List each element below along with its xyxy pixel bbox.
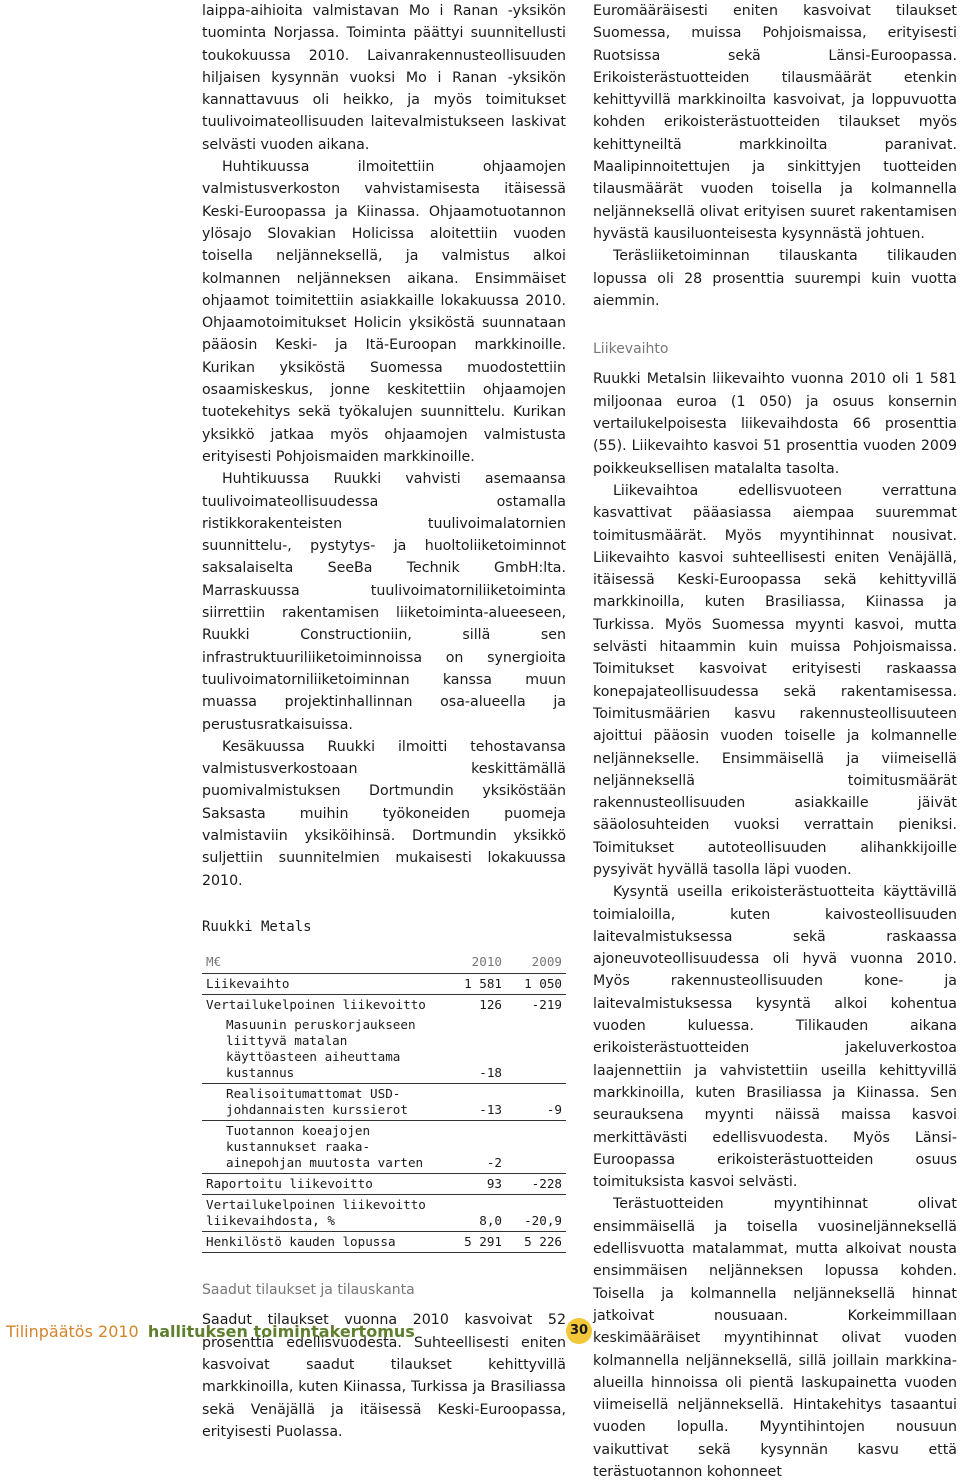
row-value-2010: 126 — [479, 997, 502, 1013]
middle-column — [202, 0, 566, 1443]
footer-text — [6, 1322, 415, 1341]
table-row — [202, 1015, 566, 1084]
row-label: Vertailukelpoinen liikevoitto — [206, 997, 426, 1013]
header-year-2009: 2009 — [506, 952, 566, 974]
table-title: Ruukki Metals — [202, 918, 312, 935]
paragraph: Liikevaihtoa edellisvuoteen verrattuna kasvattivat pääasiassa aiempaa suuremmat toimitusmäärät. Myös myyntihinnat nousivat. Liikevaihto kasvoi suhteellisesti eniten Venäjällä, itäisessä Keski-Euroopassa sekä kehittyvillä markkinoilla, kuten Brasiliassa, Kiinassa ja Turkissa. Myös Suomessa myynti kasvoi, mutta selvästi hitaammin kuin muissa Pohjoismaissa. Toimitukset kasvoivat erityisesti raskaassa konepajateollisuudessa sekä rakentamisessa. Toimitusmäärien kasvu rakennusteollisuuteen ajoittui pääosin vuoden toiselle ja kolmannelle neljännekselle. Ensimmäisellä ja viimeisellä neljänneksellä toimitusmäärät rakennusteollisuuden asiakkaille jäivät sääolosuhteiden vuoksi verrattain pieniksi. Toimitukset autoteollisuuden alihankkijoille pysyivät hyvällä tasolla läpi vuoden. — [593, 482, 957, 878]
row-value-2009: -20,9 — [506, 1195, 566, 1232]
footer-section-title: hallituksen toimintakertomus — [147, 1322, 415, 1341]
row-label: Realisoitumattomat USD-johdannaisten kurssierot — [202, 1084, 446, 1121]
table-row — [202, 1084, 566, 1121]
row-value-2009 — [506, 1121, 566, 1174]
table-row — [202, 995, 566, 1016]
section-heading-orders: Saadut tilaukset ja tilauskanta — [202, 1282, 415, 1299]
paragraph: Teräsliiketoiminnan tilauskanta tilikauden lopussa oli 28 prosenttia suurempi kuin vuotta aiemmin. — [593, 248, 957, 309]
right-column — [593, 0, 957, 1483]
row-value-2010: -13 — [446, 1084, 506, 1121]
footer-doc-title: Tilinpäätös 2010 — [6, 1322, 139, 1341]
paragraph: Terästuotteiden myyntihinnat olivat ensimmäisellä ja toisella vuosineljänneksellä edellisvuotta matalammat, mutta alkoivat nousta ensimmäisen neljänneksen lopussa kohden. Toisella ja kolmannella neljänneksellä hinnat jatkoivat nousuaan. Korkeimmillaan keskimääräiset myyntihinnat olivat vuoden kolmannella neljänneksellä, sillä joillain markkina-alueilla hinnoissa oli pientä laskupainetta vuoden viimeisellä neljänneksellä. Hintakehitys tasaantui vuoden lopulla. Myyntihintojen nousuun vaikuttivat sekä kysynnän kasvu että terästuotannon kohonneet — [593, 1196, 957, 1480]
row-value-2009: -219 — [531, 997, 562, 1013]
row-value-2010: 93 — [446, 1174, 506, 1195]
row-value-2010: 8,0 — [446, 1195, 506, 1232]
section-heading-revenue: Liikevaihto — [593, 341, 669, 358]
paragraph: Saadut tilaukset vuonna 2010 kasvoivat 52 prosenttia edellisvuodesta. Suhteellisesti eniten kasvoivat saadut tilaukset kehittyvillä markkinoilla, kuten Kiinassa, Turkissa ja Brasiliassa sekä Venäjällä ja itäisessä Keski-Euroopassa, erityisesti Puolassa. — [202, 1312, 566, 1440]
financial-table — [202, 952, 566, 1253]
row-value-2009: 1 050 — [506, 974, 566, 995]
page-footer — [0, 1314, 960, 1351]
row-value-2009: -9 — [506, 1084, 566, 1121]
paragraph: Huhtikuussa Ruukki vahvisti asemaansa tuulivoimateollisuudessa ostamalla ristikkorakenteisten tuulivoimalatornien suunnittelu-, pystytys- ja huoltoliiketoiminnot saksalaiselta SeeBa Technik GmbH:lta. Marraskuussa tuulivoimatorniliiketoiminta siirrettiin rakentamisen liiketoiminta-alueeseen, Ruukki Constructioniin, sillä sen infrastruktuuriliiketoiminnoissa on synergioita tuulivoimatorniliiketoiminnan kanssa muun muassa projektinhallinnan osa-alueella ja perustusratkaisuissa. — [202, 471, 566, 733]
table-row — [202, 1232, 566, 1253]
row-label: Henkilöstö kauden lopussa — [202, 1232, 446, 1253]
row-label: Liikevaihto — [202, 974, 446, 995]
table-row — [202, 1195, 566, 1232]
row-value-2010: 1 581 — [446, 974, 506, 995]
row-label: Tuotannon koeajojen kustannukset raaka-ainepohjan muutosta varten — [202, 1121, 446, 1174]
table-row — [202, 1121, 566, 1174]
table-row — [202, 974, 566, 995]
row-value-2009: 5 226 — [506, 1232, 566, 1253]
paragraph: Kesäkuussa Ruukki ilmoitti tehostavansa valmistusverkostoaan keskittämällä puomivalmistuksen Dortmundin yksiköstään Saksasta muihin työkoneiden puomeja valmistaviin yksiköihinsä. Dortmundin yksikkö suljettiin suunnitelmien mukaisesti lokakuussa 2010. — [202, 738, 566, 889]
paragraph: Ruukki Metalsin liikevaihto vuonna 2010 oli 1 581 miljoonaa euroa (1 050) ja osuus konsernin vertailukelpoisesta liikevaihdosta 66 prosenttia (55). Liikevaihto kasvoi 51 prosenttia vuoden 2009 poikkeuksellisen matalalta tasolta. — [593, 371, 957, 477]
page-number: 30 — [566, 1318, 592, 1344]
row-label: Masuunin peruskorjaukseen liittyvä matalan käyttöasteen aiheuttama kustannus — [202, 1015, 446, 1084]
paragraph: laippa-aihioita valmistavan Mo i Ranan -yksikön tuominta Norjassa. Toiminta päättyi suunnitellusti toukokuussa 2010. Laivanrakennusteollisuuden hiljaisen kysynnän vuoksi Mo i Ranan -yksikön kannattavuus oli heikko, ja myös toimitukset tuulivoimateollisuuden laitevalmistukseen laskivat selvästi vuoden aikana. — [202, 3, 566, 153]
row-label: Raportoitu liikevoitto — [202, 1174, 446, 1195]
paragraph: Huhtikuussa ilmoitettiin ohjaamojen valmistusverkoston vahvistamisesta itäisessä Keski-Euroopassa ja Kiinassa. Ohjaamotuotannon ylösajo Slovakian Holicissa aloitettiin vuoden toisella neljänneksellä, ja valmistus alkoi kolmannen neljänneksen aikana. Ensimmäiset ohjaamot toimitettiin asiakkaille lokakuussa 2010. Ohjaamotoimitukset Holicin yksiköstä suunnataan pääosin Keski- ja Itä-Euroopan markkinoille. Kurikan yksiköstä Suomessa muodostettiin osaamiskeskus, jonne keskitettiin ohjaamojen tuotekehitys sekä työkalujen suunnittelu. Kurikan yksikkö jatkaa myös ohjaamojen valmistusta erityisesti Pohjoismaiden markkinoille. — [202, 159, 566, 465]
row-value-2009: -228 — [506, 1174, 566, 1195]
table-row — [202, 1174, 566, 1195]
table-header-row — [202, 952, 566, 974]
row-label: Vertailukelpoinen liikevoitto liikevaihdosta, % — [202, 1195, 446, 1232]
paragraph: Kysyntä useilla erikoisterästuotteita käyttävillä toimialoilla, kuten kaivosteollisuuden laitevalmistuksessa sekä raskaassa ajoneuvoteollisuudessa oli hyvä vuonna 2010. Myös rakennusteollisuuden kone- ja laitevalmistuksessa kysyntä alkoi kohentua vuoden kuluessa. Tilikauden aikana erikoisterästuotteiden jakeluverkostoa laajennettiin ja vahvistettiin useilla kehittyvillä markkinoilla, kuten Brasiliassa ja Kiinassa. Sen seurauksena myynti näissä maissa kasvoi merkittävästi edellisvuodesta. Myös Länsi-Euroopassa erikoisterästuotteiden osuus toimituksista kasvoi selvästi. — [593, 884, 957, 1191]
header-year-2010: 2010 — [446, 952, 506, 974]
paragraph: Euromääräisesti eniten kasvoivat tilaukset Suomessa, muissa Pohjoismaissa, erityisesti Ruotsissa sekä Länsi-Euroopassa. Erikoisterästuotteiden tilausmäärät etenkin kehittyvillä markkinoilta kasvoivat, ja loppuvuotta kohden erikoisterästuotteiden tilaukset myös kehittyneiltä markkinoilta paranivat. Maalipinnoitettujen ja sinkittyjen tuotteiden tilausmäärät vuoden toisella ja kolmannella neljänneksellä olivat erityisen suuret rakentamisen hyvästä kausiluonteisesta kysynnästä johtuen. — [593, 3, 957, 242]
header-currency: M€ — [202, 952, 446, 974]
row-value-2010: -2 — [446, 1121, 506, 1174]
row-value-2009 — [506, 1015, 566, 1084]
row-value-2010: -18 — [446, 1015, 506, 1084]
row-value-2010: 5 291 — [446, 1232, 506, 1253]
